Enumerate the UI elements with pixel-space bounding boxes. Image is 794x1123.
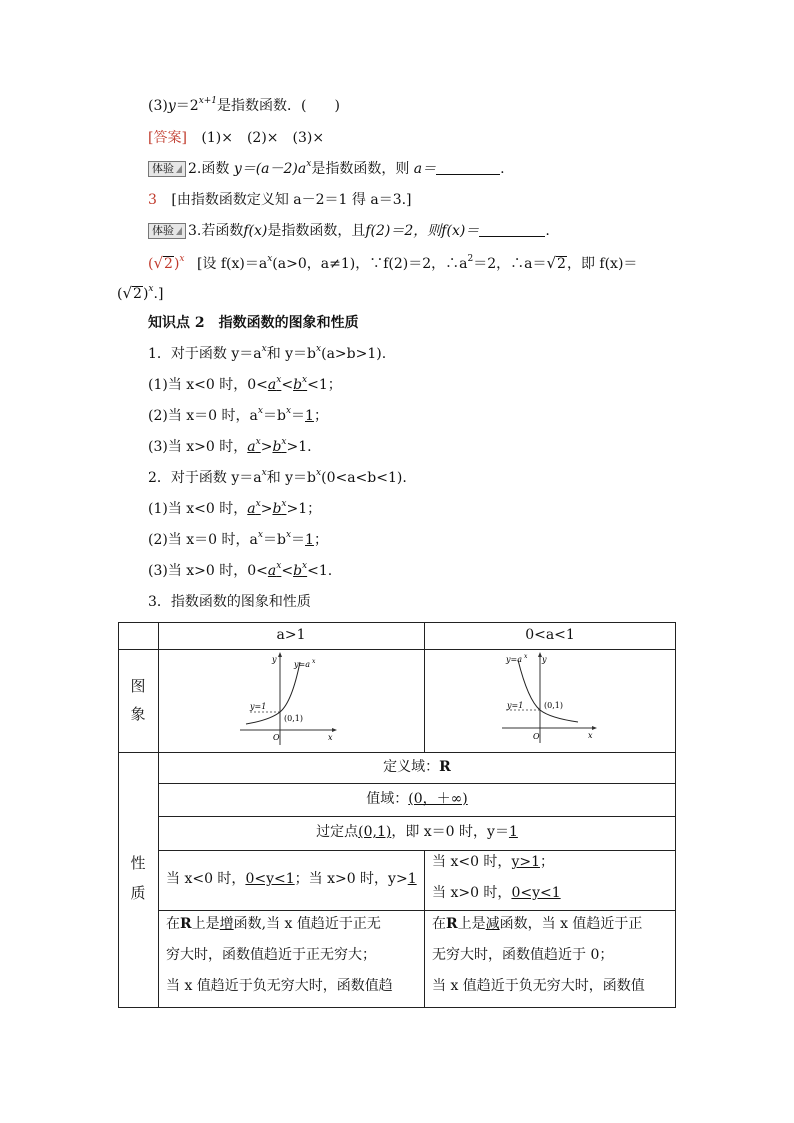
- text: 是指数函数，则: [311, 161, 410, 177]
- point-label: (0,1): [284, 714, 303, 723]
- text: 是指数函数．( ): [217, 98, 340, 114]
- experience-2-line: 体验 2.函数 $y=(a-2)a^x$是指数函数，则 a＝ .: [148, 159, 505, 179]
- answer-blank[interactable]: [479, 222, 545, 237]
- text: 2: [467, 254, 474, 265]
- experience-badge-icon: 体验: [148, 223, 186, 239]
- experience-3-answer-cont: $(√2)^x$.]: [117, 284, 164, 302]
- text: (: [117, 286, 123, 302]
- text: x: [148, 284, 154, 295]
- text: 2: [133, 286, 142, 302]
- domain-row: 定义域：R: [383, 759, 451, 775]
- text: ，即 f(x)＝: [566, 256, 638, 272]
- text: x: [306, 159, 312, 170]
- graph-increasing: [240, 650, 340, 746]
- range-row: 值域：(0，＋∞): [366, 791, 468, 807]
- answer-blank[interactable]: [436, 160, 500, 175]
- origin-label: O: [273, 733, 280, 742]
- text: (3): [148, 98, 168, 114]
- y-axis-label: y: [272, 655, 277, 664]
- experience-3-line: 体验 3.若函数f(x)是指数函数，且f(2)＝2，则f(x)＝ .: [148, 221, 550, 241]
- y1-label: y=1: [507, 701, 524, 710]
- point-2-2: (2)当 x＝0 时，$a^x=b^x=1$；: [148, 530, 328, 548]
- right-mono-line-3: 当 x 值趋近于负无穷大时，函数值: [432, 978, 645, 994]
- left-mono-line-2: 穷大时，函数值趋近于正无穷大；: [166, 947, 376, 963]
- text: ＝2，∴a＝: [473, 256, 547, 272]
- point-1-3: (3)当 x>0 时，$a^x>b^x>1$.: [148, 437, 312, 455]
- experience-3-answer: $(√2)^x$ [设 $f(x)=a^x(a>0$，a≠1)，∵f(2)＝2，$\therefore a^2=2$，∴a＝√2，即 f(x)＝: [148, 254, 638, 272]
- fixed-point-row: 过定点(0,1)，即 x＝0 时，y＝1: [316, 824, 518, 840]
- text: a＝: [413, 161, 437, 177]
- right-mono-line-1: 在R上是减函数，当 x 值趋近于正: [432, 916, 643, 932]
- row-label-image: 图 象: [130, 677, 146, 723]
- row-label-properties: 性 质: [130, 854, 146, 902]
- text: f(x): [243, 223, 268, 239]
- answer-number: 3: [148, 192, 157, 208]
- point-label: (0,1): [544, 701, 563, 710]
- point-1: 1．对于函数 $y=a^x$和 $y=b^x(a>b>1)$.: [148, 344, 387, 362]
- y-axis-label: y: [542, 655, 547, 664]
- text: 2: [557, 256, 566, 272]
- text: ): [142, 286, 149, 302]
- answer-line: [148, 128, 324, 148]
- text: 是指数函数，且: [267, 223, 366, 239]
- text: f(2)＝2，则: [365, 223, 442, 239]
- experience-2-answer: [148, 190, 412, 210]
- experience-badge-icon: 体验: [148, 161, 186, 177]
- left-comparison: 当 x<0 时，0<y<1；当 x>0 时，y>1: [166, 871, 417, 887]
- right-mono-line-2: 无穷大时，函数值趋近于 0；: [432, 947, 614, 963]
- curve-label-sup: x: [312, 658, 316, 665]
- text: y＝(a－2)a: [233, 161, 307, 177]
- curve-label-sup: x: [524, 653, 528, 660]
- curve-label: y=a: [506, 655, 522, 664]
- text: [设 f(x)＝a: [196, 256, 268, 272]
- left-mono-line-3: 当 x 值趋近于负无穷大时，函数值趋: [166, 978, 393, 994]
- text: .]: [153, 286, 164, 302]
- point-2-1: (1)当 x<0 时，$a^x>b^x>1$；: [148, 499, 322, 517]
- origin-label: O: [533, 732, 540, 741]
- point-3: 3．指数函数的图象和性质: [148, 594, 311, 610]
- x-axis-label: x: [588, 731, 593, 740]
- answer-tag: [答案]: [148, 130, 187, 146]
- right-comparison-1: 当 x<0 时，y>1；: [432, 854, 554, 870]
- point-1-1: (1)当 x<0 时，$0<a^x<b^x<1$；: [148, 375, 342, 393]
- text: ＝2: [175, 98, 199, 114]
- text: f(x)＝: [441, 223, 480, 239]
- section-title: 知识点 2 指数函数的图象和性质: [148, 315, 359, 331]
- x-axis-label: x: [328, 733, 333, 742]
- text: [由指数函数定义知 a－2＝1 得 a＝3.]: [171, 192, 412, 208]
- answer-text: (1)× (2)× (3)×: [201, 130, 325, 146]
- text: 2.函数: [188, 161, 230, 177]
- divider: [158, 622, 159, 1008]
- point-2: 2．对于函数 $y=a^x$和 $y=b^x(0<a<b<1)$.: [148, 468, 407, 486]
- question-3-line: [148, 96, 340, 116]
- text: y: [167, 98, 176, 114]
- curve-label: y=a: [294, 660, 310, 669]
- graph-decreasing: [500, 650, 600, 746]
- y1-label: y=1: [250, 702, 267, 711]
- text: x+1: [198, 96, 218, 107]
- point-1-2: (2)当 x＝0 时，$a^x=b^x=1$；: [148, 406, 328, 424]
- right-comparison-2: 当 x>0 时，0<y<1: [432, 885, 561, 901]
- answer-expression: $(√2)^x$: [148, 254, 185, 272]
- point-2-3: (3)当 x>0 时，$0<a^x<b^x<1$.: [148, 561, 333, 579]
- divider: [424, 850, 425, 1008]
- header-a-gt-1: a>1: [276, 627, 306, 643]
- text: x: [267, 254, 273, 265]
- text: 3.若函数: [188, 223, 244, 239]
- header-a-lt-1: 0<a<1: [525, 627, 575, 643]
- left-mono-line-1: 在R上是增函数,当 x 值趋近于正无: [166, 916, 381, 932]
- text: (a>0，a≠1)，∵f(2)＝2，∴a: [272, 256, 468, 272]
